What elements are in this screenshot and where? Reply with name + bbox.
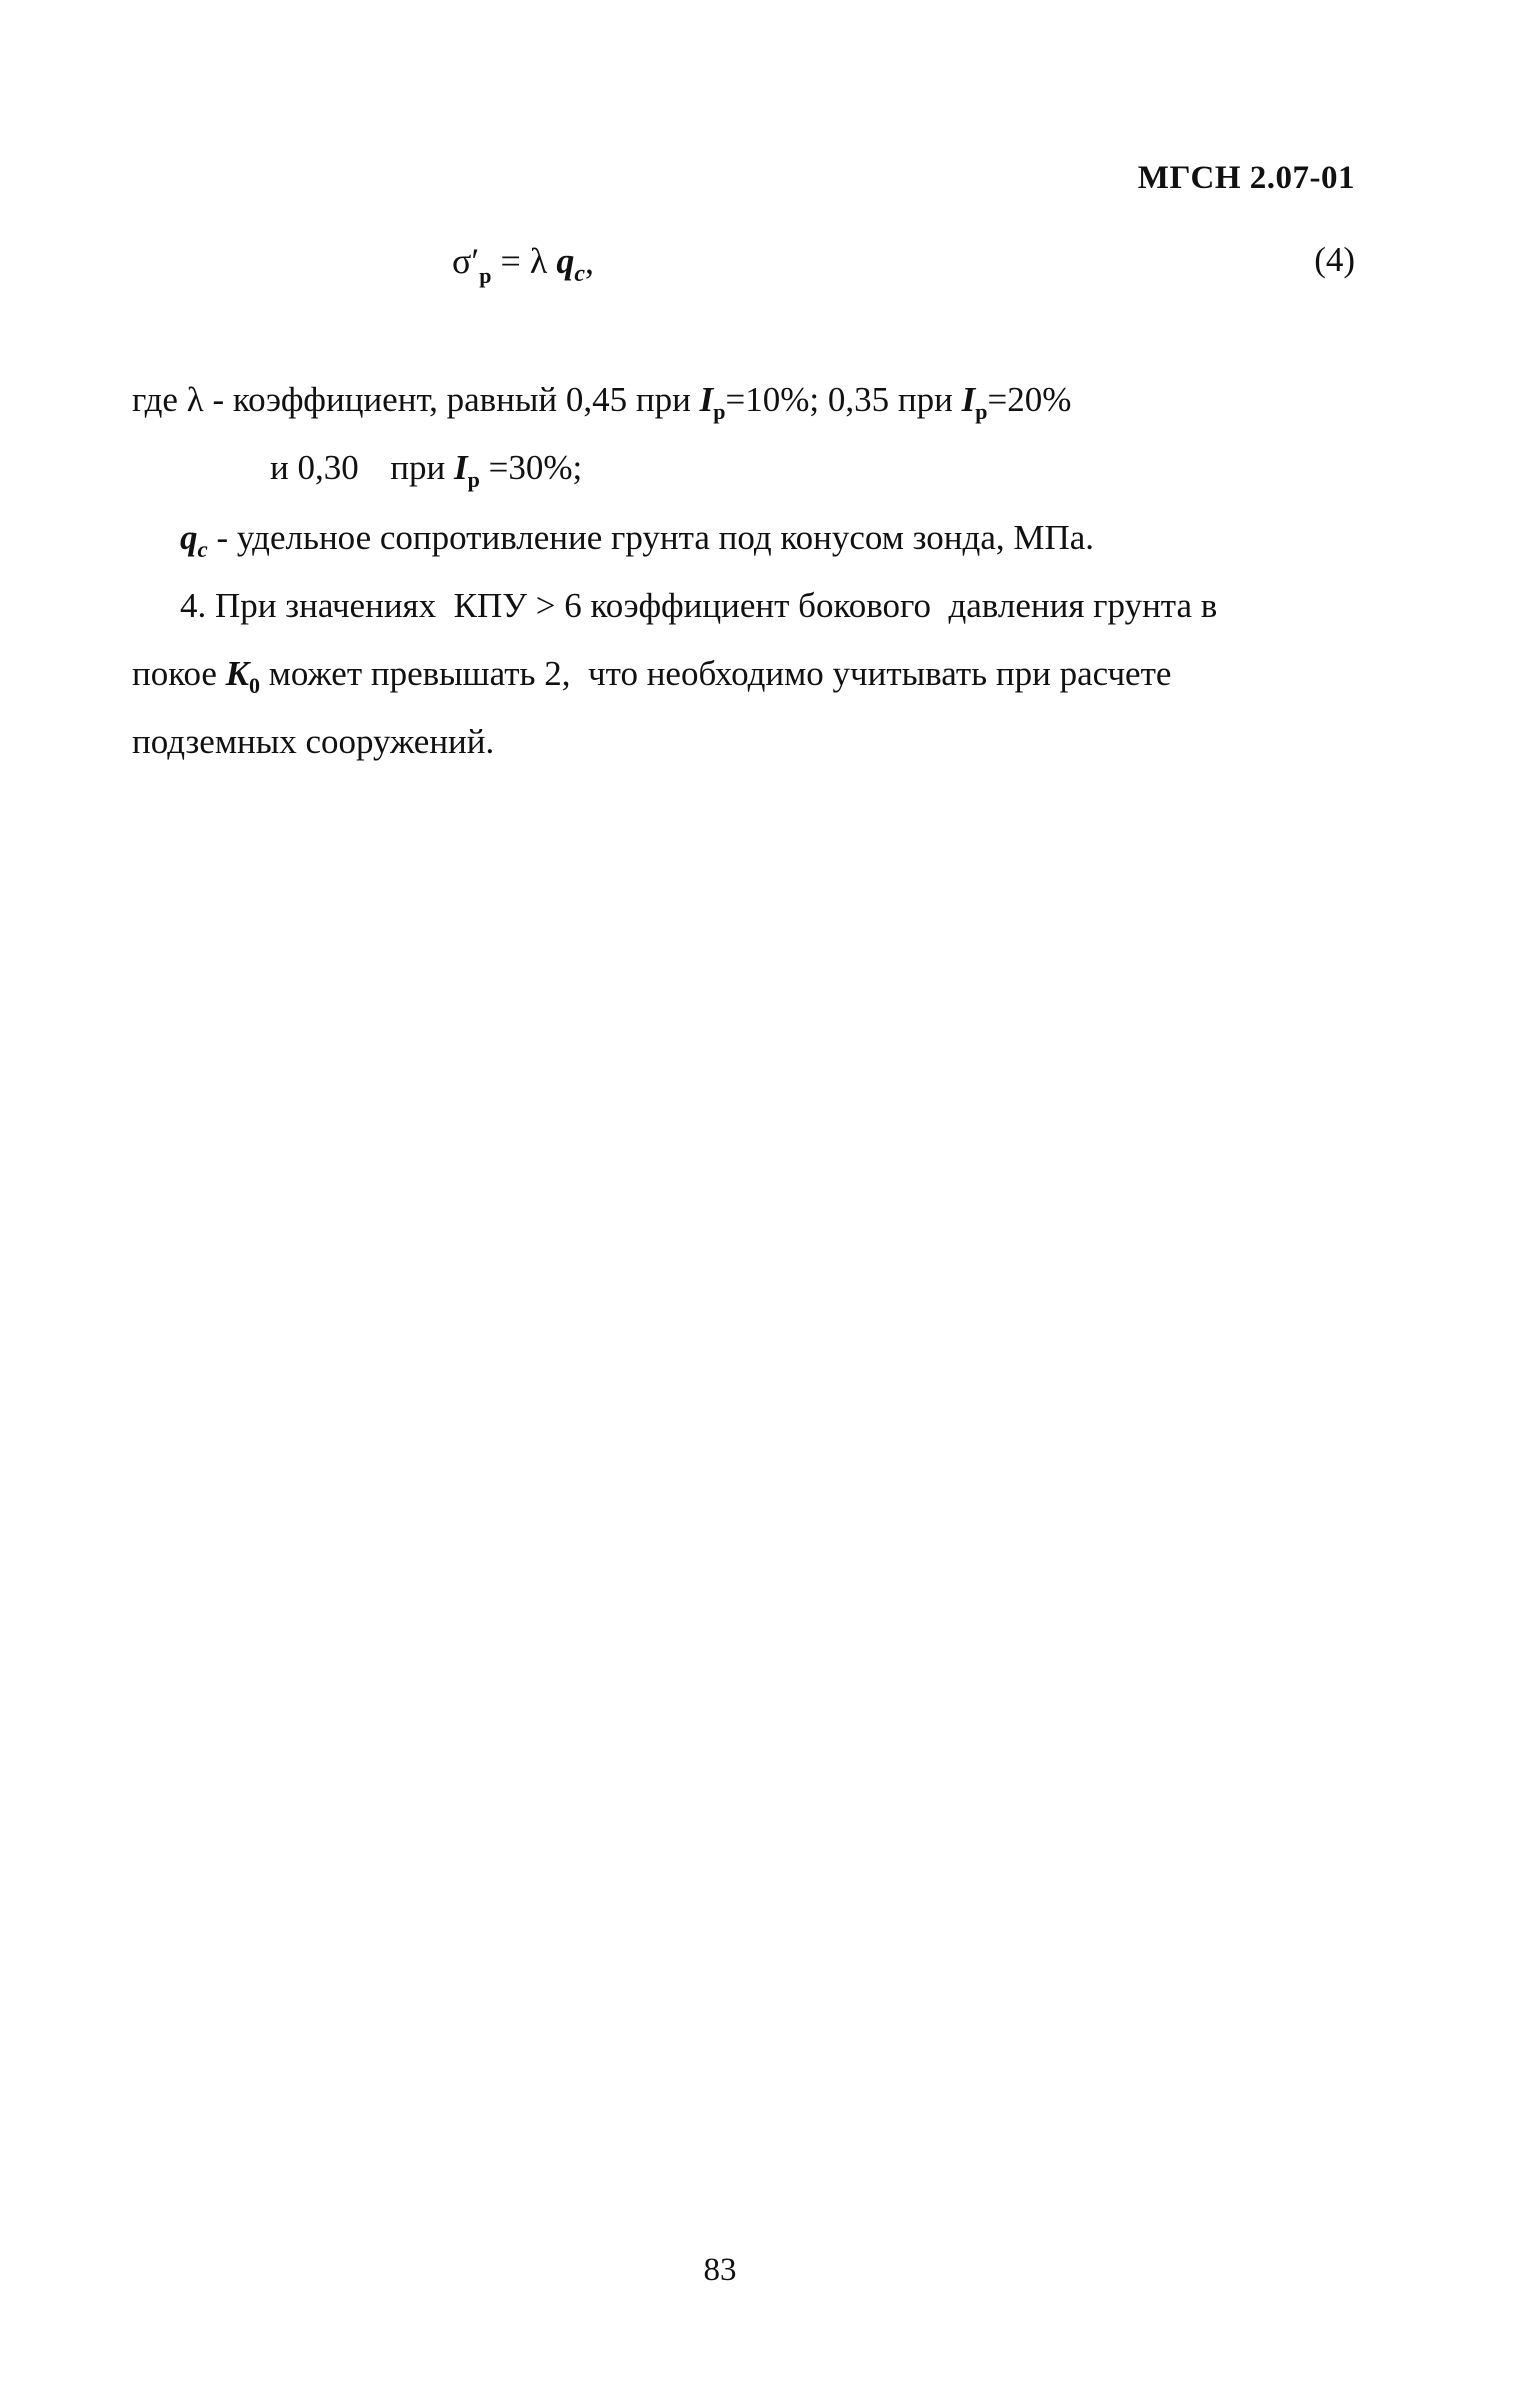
paragraph-text: может превышать 2, что необходимо учитывать при расчете [268,654,1172,693]
where-line-2 [270,448,583,492]
where-line-3 [180,518,1095,562]
lambda-definition-cont: =10%; 0,35 при [725,380,953,419]
plasticity-index-symbol: I [699,380,714,419]
paragraph-line-1: 4. При значениях КПУ > 6 коэффициент бокового давления грунта в [180,586,1218,625]
preposition: при [390,448,446,487]
lambda-definition-end: =20% [987,380,1072,419]
paragraph-line-3: подземных сооружений. [132,722,495,761]
formula-q-subscript: c [574,261,585,287]
formula-lhs-subscript: р [479,263,492,288]
document-code: МГСН 2.07-01 [1137,160,1355,196]
formula [452,240,594,288]
formula-trailing: , [584,241,594,281]
plasticity-index-subscript: р [713,399,726,424]
formula-q [556,241,585,287]
lambda-symbol: λ [186,380,204,419]
where-word: где [132,380,178,419]
paragraph-text: покое [132,654,217,693]
k0-symbol: K [225,654,250,693]
formula-equals: = [500,241,521,281]
qc-symbol: q [180,518,198,557]
qc-subscript: c [197,537,208,562]
plasticity-index-subscript: р [975,399,988,424]
formula-lambda: λ [529,241,548,281]
page-number: 83 [703,2252,737,2288]
plasticity-index-symbol: I [961,380,976,419]
k0-subscript: 0 [249,673,261,698]
lambda-definition: - коэффициент, равный 0,45 при [212,380,691,419]
paragraph-line-2 [132,654,1172,698]
plasticity-index-symbol: I [453,448,468,487]
formula-q-letter: q [556,241,575,281]
formula-lhs-symbol: σ′ [452,241,480,281]
where-line-1 [132,380,1072,424]
lambda-value: и 0,30 [270,448,359,487]
qc-definition: - удельное сопротивление грунта под конусом зонда, МПа. [216,518,1095,557]
formula-number: (4) [1314,240,1355,279]
plasticity-index-value: =30%; [488,448,583,487]
plasticity-index-subscript: р [467,467,480,492]
